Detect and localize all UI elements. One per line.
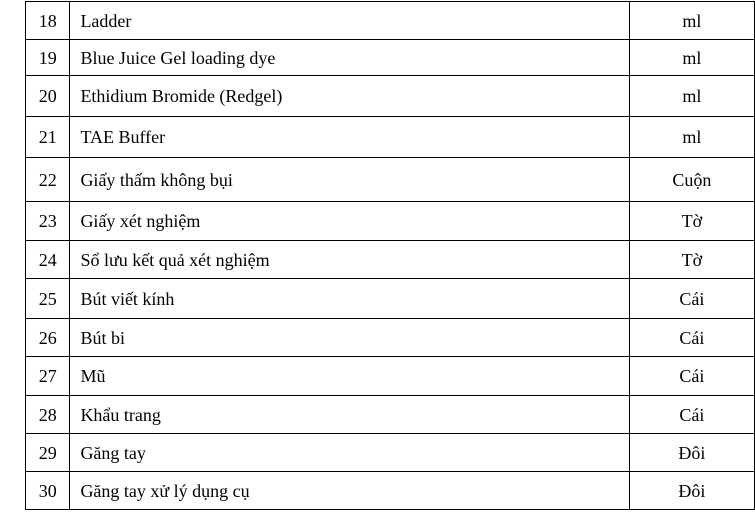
row-number: 27 [26,357,70,396]
item-name: Ladder [70,2,629,40]
row-number: 19 [26,40,70,76]
table-row [26,76,755,117]
table-row [26,279,755,319]
item-name: TAE Buffer [70,117,629,158]
table-row [26,117,755,158]
row-number: 23 [26,202,70,241]
item-name: Khẩu trang [70,396,629,434]
supplies-table [25,1,755,510]
table-row [26,158,755,202]
item-unit: ml [629,2,754,40]
item-unit: ml [629,76,754,117]
row-number: 28 [26,396,70,434]
table-row [26,202,755,241]
item-name: Mũ [70,357,629,396]
row-number: 25 [26,279,70,319]
item-unit: Cuộn [629,158,754,202]
item-unit: Đôi [629,434,754,472]
item-unit: ml [629,40,754,76]
row-number: 24 [26,241,70,279]
item-name: Giấy xét nghiệm [70,202,629,241]
table-row [26,40,755,76]
row-number: 18 [26,2,70,40]
item-name: Giấy thấm không bụi [70,158,629,202]
supplies-table-body [26,2,755,510]
item-name: Blue Juice Gel loading dye [70,40,629,76]
item-unit: Cái [629,357,754,396]
table-row [26,472,755,510]
item-name: Găng tay [70,434,629,472]
row-number: 20 [26,76,70,117]
item-unit: Tờ [629,241,754,279]
item-unit: Cái [629,396,754,434]
table-row [26,357,755,396]
item-name: Găng tay xử lý dụng cụ [70,472,629,510]
item-unit: Tờ [629,202,754,241]
item-unit: Cái [629,279,754,319]
row-number: 21 [26,117,70,158]
item-name: Sổ lưu kết quả xét nghiệm [70,241,629,279]
table-row [26,241,755,279]
item-name: Bút viết kính [70,279,629,319]
item-name: Bút bi [70,319,629,357]
item-name: Ethidium Bromide (Redgel) [70,76,629,117]
row-number: 30 [26,472,70,510]
row-number: 26 [26,319,70,357]
table-row [26,396,755,434]
table-row [26,434,755,472]
item-unit: ml [629,117,754,158]
item-unit: Đôi [629,472,754,510]
item-unit: Cái [629,319,754,357]
table-row [26,2,755,40]
row-number: 29 [26,434,70,472]
row-number: 22 [26,158,70,202]
table-row [26,319,755,357]
